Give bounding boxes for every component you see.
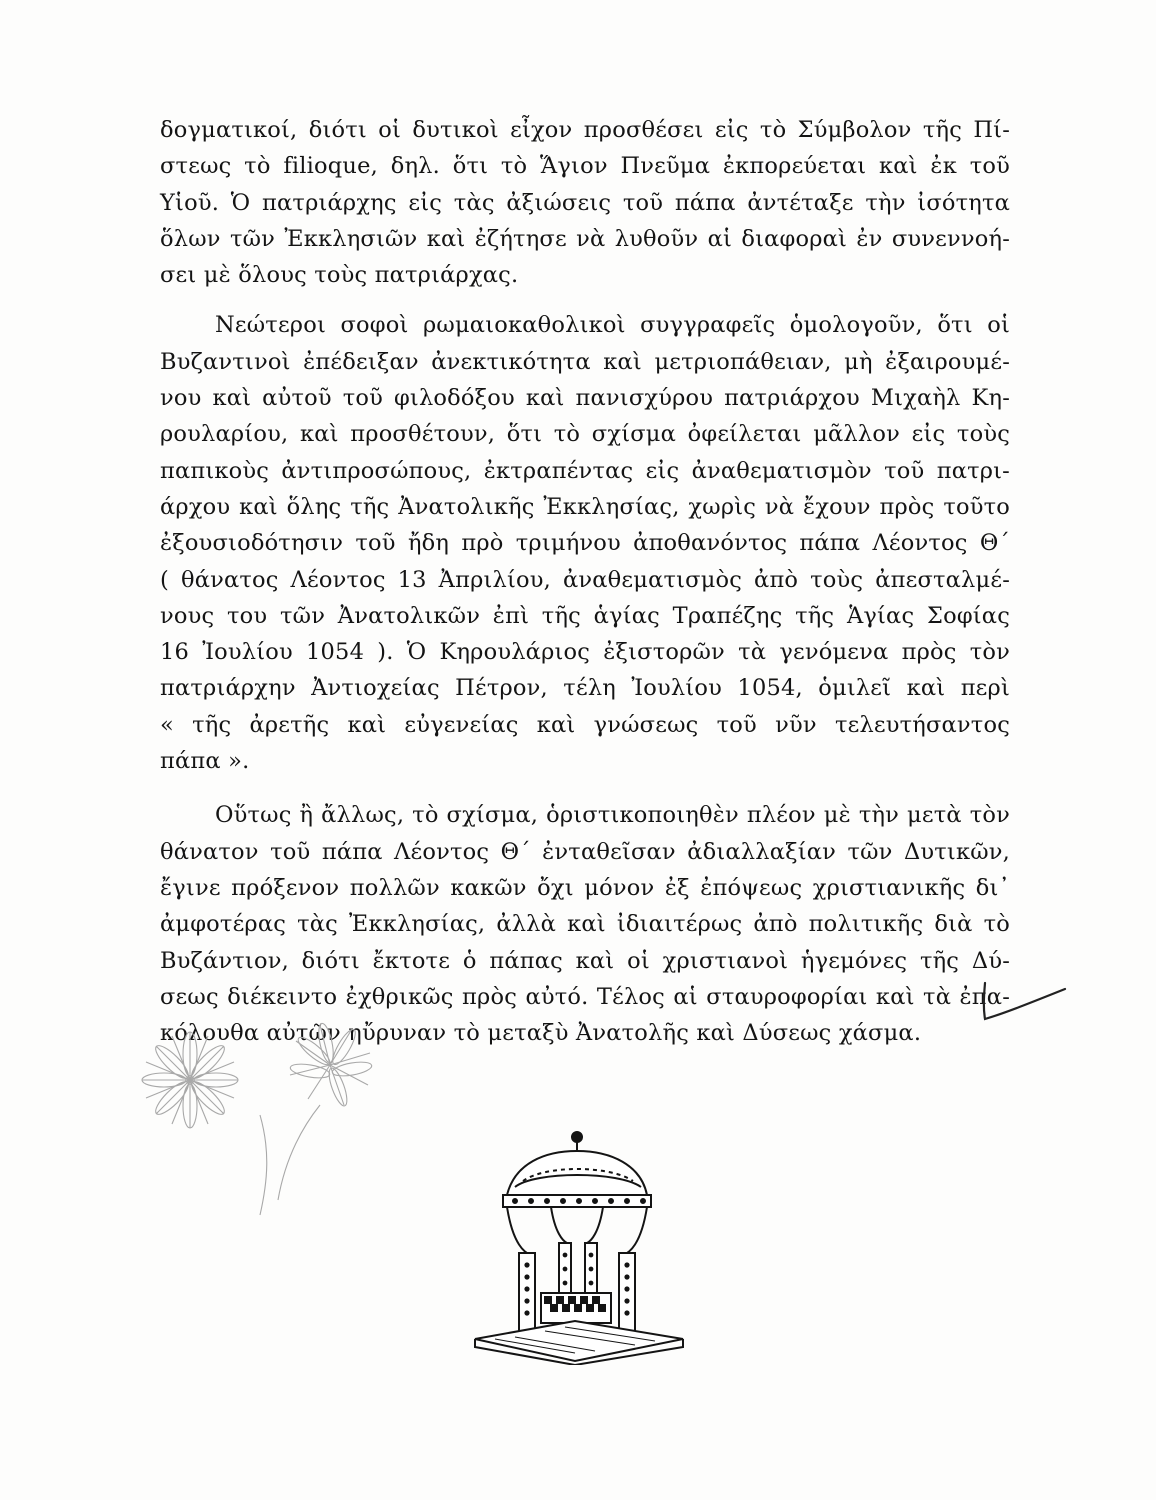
text-line: Οὕτως ἢ ἄλλως, τὸ σχίσμα, ὁριστικοποιηθὲν πλέον μὲ τὴν μετὰ τὸν xyxy=(215,802,1010,829)
text-line: Βυζαντινοὶ ἐπέδειξαν ἀνεκτικότητα καὶ μετριοπάθειαν, μὴ ἐξαιρουμέ- xyxy=(160,348,1010,375)
text-line: ὅλων τῶν Ἐκκλησιῶν καὶ ἐζήτησε νὰ λυθοῦν αἱ διαφοραὶ ἐν συνεννοή- xyxy=(160,225,1010,252)
text-line: ἀμφοτέρας τὰς Ἐκκλησίας, ἀλλὰ καὶ ἰδιαιτέρως ἀπὸ πολιτικῆς διὰ τὸ xyxy=(160,911,1010,938)
pencil-flower-sketch-icon xyxy=(120,1020,380,1220)
text-line: παπικοὺς ἀντιπροσώπους, ἐκτραπέντας εἰς ἀναθεματισμὸν τοῦ πατρι- xyxy=(160,457,1010,484)
text-line: νους του τῶν Ἀνατολικῶν ἐπὶ τῆς ἁγίας Τραπέζης τῆς Ἁγίας Σοφίας xyxy=(160,602,1010,629)
paragraph-2 xyxy=(160,307,1010,779)
text-line: πατριάρχην Ἀντιοχείας Πέτρον, τέλη Ἰουλίου 1054, ὁμιλεῖ καὶ περὶ xyxy=(160,675,1010,702)
text-line: σει μὲ ὅλους τοὺς πατριάρχας. xyxy=(160,262,519,289)
text-line: Υἱοῦ. Ὁ πατριάρχης εἰς τὰς ἀξιώσεις τοῦ πάπα ἀντέταξε τὴν ἰσότητα xyxy=(160,189,1010,216)
text-line: θάνατον τοῦ πάπα Λέοντος Θ΄ ἐνταθεῖσαν ἀδιαλλαξίαν τῶν Δυτικῶν, xyxy=(160,838,1010,865)
text-line: « τῆς ἀρετῆς καὶ εὐγενείας καὶ γνώσεως τοῦ νῦν τελευτήσαντος xyxy=(160,711,1010,738)
text-line: ( θάνατος Λέοντος 13 Ἀπριλίου, ἀναθεματισμὸς ἀπὸ τοὺς ἀπεσταλμέ- xyxy=(160,566,1010,593)
text-line: σεως διέκειντο ἐχθρικῶς πρὸς αὐτό. Τέλος αἱ σταυροφορίαι καὶ τὰ ἐπα- xyxy=(160,983,1010,1010)
text-line: 16 Ἰουλίου 1054 ). Ὁ Κηρουλάριος ἐξιστορῶν τὰ γενόμενα πρὸς τὸν xyxy=(160,639,1010,666)
text-line: κόλουθα αὐτῶν ηὔρυναν τὸ μεταξὺ Ἀνατολῆς καὶ Δύσεως χάσμα. xyxy=(160,1020,922,1047)
text-line: νου καὶ αὐτοῦ τοῦ φιλοδόξου καὶ πανισχύρου πατριάρχου Μιχαὴλ Κη- xyxy=(160,385,1010,412)
text-line: δογματικοί, διότι οἱ δυτικοὶ εἶχον προσθέσει εἰς τὸ Σύμβολον τῆς Πί- xyxy=(160,117,1010,143)
text-line: άρχου καὶ ὅλης τῆς Ἀνατολικῆς Ἐκκλησίας, χωρὶς νὰ ἔχουν πρὸς τοῦτο xyxy=(160,493,1010,520)
text-line: ἔγινε πρόξενον πολλῶν κακῶν ὄχι μόνον ἐξ ἐπόψεως χριστιανικῆς δι᾽ xyxy=(160,874,1010,901)
ciborium-canopy-icon xyxy=(455,1125,695,1365)
paragraph-3 xyxy=(160,797,1010,1051)
text-line: Βυζάντιον, διότι ἔκτοτε ὁ πάπας καὶ οἱ χριστιανοὶ ἡγεμόνες τῆς Δύ- xyxy=(160,947,1010,974)
paragraph-1 xyxy=(160,112,1010,293)
pencil-mark-icon xyxy=(975,975,1075,1035)
text-line: πάπα ». xyxy=(160,748,250,775)
text-line: Νεώτεροι σοφοὶ ρωμαιοκαθολικοὶ συγγραφεῖς ὁμολογοῦν, ὅτι οἱ xyxy=(215,312,1010,339)
body-text xyxy=(160,112,1010,1051)
text-line: στεως τὸ filioque, δηλ. ὅτι τὸ Ἅγιον Πνεῦμα ἐκπορεύεται καὶ ἐκ τοῦ xyxy=(160,153,1010,180)
text-line: ρουλαρίου, καὶ προσθέτουν, ὅτι τὸ σχίσμα ὀφείλεται μᾶλλον εἰς τοὺς xyxy=(160,421,1010,448)
text-line: ἐξουσιοδότησιν τοῦ ἤδη πρὸ τριμήνου ἀποθανόντος πάπα Λέοντος Θ΄ xyxy=(160,530,1010,557)
